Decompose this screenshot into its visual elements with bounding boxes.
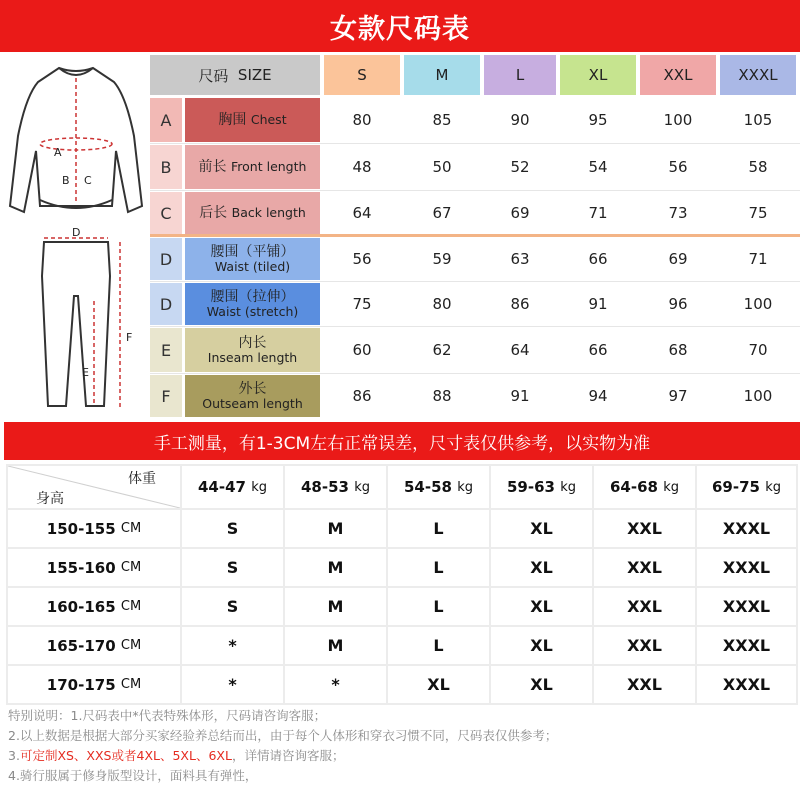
value-cell: 54 [588,158,608,176]
height-row: 160-165 CM [46,597,142,616]
row-label-inseam: 内长 Inseam length [185,328,320,372]
value-cell: 68 [668,341,688,359]
value-cell: 64 [352,204,372,222]
value-cell: 97 [668,387,688,405]
size-cell: * [331,675,340,694]
value-cell: 59 [432,250,452,268]
value-cell: 85 [432,111,452,129]
value-cell: 105 [743,111,773,129]
size-cell: M [327,597,344,616]
pants-label-f: F [126,331,133,344]
height-row: 170-175 CM [46,675,142,694]
row-label-waist-stretch: 腰围（拉伸） Waist (stretch) [185,283,320,325]
pants-label-d: D [72,226,81,239]
weight-col: 54-58 kg [404,478,473,496]
size-cell: XXXL [722,675,771,694]
size-cell: M [327,519,344,538]
size-cell: L [433,558,444,577]
size-cell: L [433,636,444,655]
custom-size-note: 可定制XS、XXS或者4XL、5XL、6XL [19,748,232,763]
value-cell: 52 [510,158,530,176]
row-divider [150,190,800,191]
size-col-xxxl: XXXL [720,55,796,95]
value-cell: 71 [748,250,768,268]
value-cell: 90 [510,111,530,129]
value-cell: 96 [668,295,688,313]
size-cell: XXXL [722,597,771,616]
weight-col: 48-53 kg [301,478,370,496]
size-cell: S [226,597,239,616]
value-cell: 69 [668,250,688,268]
weight-header-label: 体重 [128,471,156,487]
row-label-chest: 胸围 Chest [185,98,320,142]
row-letter-d-stretch: D [150,283,182,325]
pants-label-e: E [82,366,89,379]
size-cell: S [226,519,239,538]
weight-col: 64-68 kg [610,478,679,496]
note-line-4: 4.骑行服属于修身版型设计，面料具有弹性， [8,768,258,783]
size-col-m: M [404,55,480,95]
size-cell: XL [530,636,553,655]
size-cell: M [327,636,344,655]
size-cell: * [228,636,237,655]
value-cell: 86 [352,387,372,405]
note-line-1: 特别说明：1.尺码表中*代表特殊体形，尺码请咨询客服； [8,708,327,723]
value-cell: 69 [510,204,530,222]
grid-line [796,464,798,704]
size-cell: XL [530,597,553,616]
height-row: 150-155 CM [46,519,142,538]
size-cell: S [226,558,239,577]
jersey-label-c: C [84,174,92,187]
size-cell: XXL [627,597,662,616]
size-cell: L [433,519,444,538]
value-cell: 100 [743,387,773,405]
value-cell: 91 [588,295,608,313]
size-col-xl: XL [560,55,636,95]
value-cell: 56 [352,250,372,268]
value-cell: 91 [510,387,530,405]
value-cell: 67 [432,204,452,222]
special-notes [8,706,798,786]
size-cell: XL [530,558,553,577]
note-line-2: 2.以上数据是根据大部分买家经验养总结而出，由于每个人体形和穿衣习惯不同，尺码表仅供参考； [8,728,558,743]
row-label-outseam: 外长 Outseam length [185,375,320,417]
jersey-drawing [10,68,142,212]
value-cell: 100 [743,295,773,313]
size-cell: XXXL [722,519,771,538]
jersey-label-a: A [54,146,62,159]
size-header-cell [150,55,320,95]
size-cell: XL [427,675,450,694]
value-cell: 80 [352,111,372,129]
weight-col: 59-63 kg [507,478,576,496]
size-col-l: L [484,55,556,95]
value-cell: 66 [588,250,608,268]
size-cell: * [228,675,237,694]
measurement-notice: 手工测量，有1-3CM左右正常误差，尺寸表仅供参考，以实物为准 [4,422,800,460]
weight-col: 69-75 kg [712,478,781,496]
size-cell: XL [530,675,553,694]
size-cell: XL [530,519,553,538]
size-col-s: S [324,55,400,95]
size-cell: XXL [627,675,662,694]
value-cell: 75 [748,204,768,222]
size-header-en: SIZE [237,66,272,84]
value-cell: 71 [588,204,608,222]
row-divider [150,373,800,374]
value-cell: 58 [748,158,768,176]
row-label-waist-tiled: 腰围（平铺） Waist (tiled) [185,238,320,280]
garment-illustration [4,56,148,416]
note-line-3: 3.可定制XS、XXS或者4XL、5XL、6XL，详情请咨询客服； [8,748,345,763]
size-header-cn: 尺码 [198,66,229,85]
row-letter-f: F [150,375,182,417]
row-letter-d: D [150,238,182,280]
value-cell: 95 [588,111,608,129]
row-divider [150,281,800,282]
value-cell: 48 [352,158,372,176]
height-row: 155-160 CM [46,558,142,577]
page-title: 女款尺码表 [0,0,800,52]
value-cell: 64 [510,341,530,359]
size-cell: XXXL [722,636,771,655]
row-label-front-length: 前长 Front length [185,145,320,189]
value-cell: 94 [588,387,608,405]
size-cell: M [327,558,344,577]
value-cell: 100 [663,111,693,129]
row-letter-e: E [150,328,182,372]
row-letter-a: A [150,98,182,142]
value-cell: 66 [588,341,608,359]
size-cell: L [433,597,444,616]
value-cell: 75 [352,295,372,313]
height-row: 165-170 CM [46,636,142,655]
row-letter-c: C [150,192,182,234]
height-header-label: 身高 [36,491,64,507]
size-cell: XXL [627,558,662,577]
grid-line [6,703,798,705]
size-cell: XXL [627,519,662,538]
weight-col: 44-47 kg [198,478,267,496]
row-divider [150,143,800,144]
row-label-back-length: 后长 Back length [185,192,320,234]
row-letter-b: B [150,145,182,189]
value-cell: 86 [510,295,530,313]
value-cell: 60 [352,341,372,359]
size-col-xxl: XXL [640,55,716,95]
value-cell: 70 [748,341,768,359]
section-divider [150,234,800,237]
jersey-label-b: B [62,174,70,187]
value-cell: 63 [510,250,530,268]
row-divider [150,326,800,327]
value-cell: 73 [668,204,688,222]
value-cell: 56 [668,158,688,176]
pants-drawing [42,238,120,408]
size-cell: XXXL [722,558,771,577]
value-cell: 62 [432,341,452,359]
value-cell: 50 [432,158,452,176]
size-cell: XXL [627,636,662,655]
value-cell: 88 [432,387,452,405]
value-cell: 80 [432,295,452,313]
